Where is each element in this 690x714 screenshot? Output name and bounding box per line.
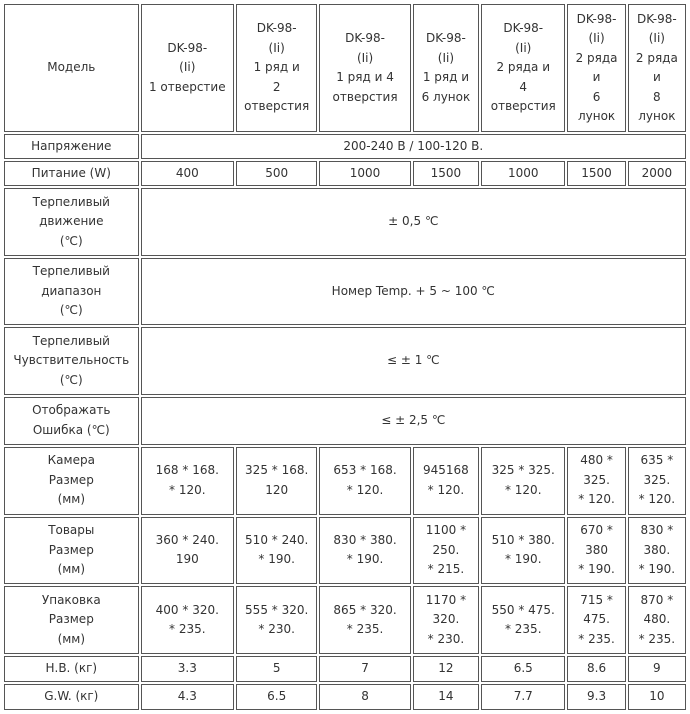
- gross-weight-value: 9.3: [567, 684, 625, 710]
- package-size-value: 715 * 475. * 235.: [578, 592, 615, 646]
- net-weight-label: Н.В. (кг): [45, 661, 98, 676]
- goods-size-cell: [413, 517, 479, 585]
- goods-size-cell: [567, 517, 625, 585]
- chamber-size-cell: [481, 447, 565, 515]
- voltage-label: Напряжение: [31, 138, 112, 153]
- package-size-value: 870 * 480. * 235.: [638, 592, 676, 646]
- temp-range-value: Номер Temp. + 5 ~ 100 ℃: [331, 283, 495, 298]
- power-value: 1000: [481, 161, 565, 186]
- package-size-value: 1170 * 320. * 230.: [425, 592, 467, 646]
- model-cell: [141, 4, 234, 132]
- package-size-cell: [481, 586, 565, 654]
- chamber-size-cell: [567, 447, 625, 515]
- gross-weight-value: 10: [628, 684, 686, 710]
- chamber-size-cell: [413, 447, 479, 515]
- net-weight-value: 12: [413, 656, 479, 682]
- net-weight-value: 8.6: [567, 656, 625, 682]
- gross-weight-value: 7.7: [481, 684, 565, 710]
- voltage-row: [4, 134, 686, 159]
- chamber-size-value: 635 * 325. * 120.: [638, 453, 676, 507]
- gross-weight-value: 4.3: [141, 684, 234, 710]
- goods-size-value: 830 * 380. * 190.: [333, 532, 397, 567]
- goods-size-cell: [481, 517, 565, 585]
- chamber-size-label: Камера Размер (мм): [47, 453, 95, 507]
- power-row: [4, 161, 686, 186]
- model-name: DK-98- (Ii) 2 ряда и 4 отверстия: [490, 21, 556, 114]
- package-size-row: [4, 586, 686, 654]
- header-row: [4, 4, 686, 132]
- chamber-size-row: [4, 447, 686, 515]
- goods-size-cell: [319, 517, 410, 585]
- goods-size-value: 1100 * 250. * 215.: [425, 523, 467, 577]
- net-weight-value: 9: [628, 656, 686, 682]
- net-weight-value: 3.3: [141, 656, 234, 682]
- temp-fluctuation-value-cell: [141, 188, 686, 256]
- row-label-cell: [4, 161, 139, 186]
- model-cell: [567, 4, 625, 132]
- temp-fluctuation-label: Терпеливый движение (℃): [32, 194, 110, 248]
- gross-weight-value: 14: [413, 684, 479, 710]
- model-label: Модель: [47, 60, 96, 75]
- goods-size-row: [4, 517, 686, 585]
- model-cell: [628, 4, 686, 132]
- gross-weight-value: 8: [319, 684, 410, 710]
- package-size-value: 865 * 320. * 235.: [333, 602, 397, 636]
- gross-weight-row: [4, 684, 686, 710]
- power-value: 400: [141, 161, 234, 186]
- model-name: DK-98- (Ii) 1 ряд и 2 отверстия: [244, 21, 310, 114]
- model-label-cell: [4, 4, 139, 132]
- power-label: Питание (W): [31, 165, 111, 180]
- temp-sensitivity-value: ≤ ± 1 ℃: [386, 353, 440, 368]
- goods-size-cell: [141, 517, 234, 585]
- row-label-cell: [4, 397, 139, 445]
- row-label-cell: [4, 684, 139, 710]
- chamber-size-value: 325 * 325. * 120.: [491, 463, 555, 497]
- display-error-value: ≤ ± 2,5 ℃: [381, 413, 446, 428]
- gross-weight-value: 6.5: [236, 684, 317, 710]
- temp-sensitivity-value-cell: [141, 327, 686, 395]
- temp-range-value-cell: [141, 258, 686, 326]
- model-name: DK-98- (Ii) 1 ряд и 4 отверстия: [332, 31, 398, 104]
- power-value: 1000: [319, 161, 410, 186]
- chamber-size-cell: [236, 447, 317, 515]
- chamber-size-value: 325 * 168. 120: [245, 463, 309, 497]
- package-size-cell: [413, 586, 479, 654]
- package-size-cell: [319, 586, 410, 654]
- row-label-cell: [4, 134, 139, 159]
- row-label-cell: [4, 327, 139, 395]
- chamber-size-value: 480 * 325. * 120.: [578, 453, 615, 507]
- display-error-row: [4, 397, 686, 445]
- temp-range-label: Терпеливый диапазон (℃): [32, 264, 110, 318]
- temp-sensitivity-label: Терпеливый Чувствительность (℃): [13, 333, 130, 387]
- net-weight-row: [4, 656, 686, 682]
- chamber-size-cell: [628, 447, 686, 515]
- gross-weight-label: G.W. (кг): [44, 689, 99, 704]
- row-label-cell: [4, 447, 139, 515]
- model-cell: [481, 4, 565, 132]
- model-name: DK-98- (Ii) 1 отверстие: [148, 40, 226, 94]
- goods-size-label: Товары Размер (мм): [48, 523, 95, 577]
- row-label-cell: [4, 258, 139, 326]
- package-size-cell: [628, 586, 686, 654]
- row-label-cell: [4, 656, 139, 682]
- power-value: 1500: [567, 161, 625, 186]
- display-error-value-cell: [141, 397, 686, 445]
- goods-size-value: 360 * 240. 190: [155, 532, 219, 567]
- chamber-size-value: 653 * 168. * 120.: [333, 463, 397, 497]
- temp-sensitivity-row: [4, 327, 686, 395]
- goods-size-value: 510 * 380. * 190.: [491, 532, 555, 567]
- package-size-value: 400 * 320. * 235.: [155, 602, 219, 636]
- spec-table: [2, 2, 688, 712]
- chamber-size-cell: [141, 447, 234, 515]
- model-cell: [236, 4, 317, 132]
- power-value: 2000: [628, 161, 686, 186]
- model-name: DK-98- (Ii) 2 ряда и 8 лунок: [635, 11, 678, 124]
- power-value: 500: [236, 161, 317, 186]
- model-cell: [413, 4, 479, 132]
- model-name: DK-98- (Ii) 1 ряд и 6 лунок: [421, 31, 471, 104]
- temp-fluctuation-value: ± 0,5 ℃: [388, 214, 439, 229]
- chamber-size-value: 945168 * 120.: [423, 463, 469, 497]
- goods-size-value: 670 * 380 * 190.: [578, 523, 615, 577]
- display-error-label: Отображать Ошибка (℃): [32, 403, 111, 437]
- chamber-size-cell: [319, 447, 410, 515]
- package-size-cell: [567, 586, 625, 654]
- temp-fluctuation-row: [4, 188, 686, 256]
- goods-size-cell: [628, 517, 686, 585]
- net-weight-value: 7: [319, 656, 410, 682]
- row-label-cell: [4, 188, 139, 256]
- row-label-cell: [4, 517, 139, 585]
- voltage-value: 200-240 В / 100-120 В.: [343, 138, 484, 153]
- row-label-cell: [4, 586, 139, 654]
- package-size-cell: [236, 586, 317, 654]
- net-weight-value: 5: [236, 656, 317, 682]
- goods-size-value: 830 * 380. * 190.: [638, 523, 676, 577]
- voltage-value-cell: [141, 134, 686, 159]
- power-value: 1500: [413, 161, 479, 186]
- package-size-value: 550 * 475. * 235.: [491, 602, 555, 636]
- model-name: DK-98- (Ii) 2 ряда и 6 лунок: [575, 11, 618, 124]
- package-size-value: 555 * 320. * 230.: [245, 602, 309, 636]
- goods-size-cell: [236, 517, 317, 585]
- goods-size-value: 510 * 240. * 190.: [245, 532, 309, 567]
- chamber-size-value: 168 * 168. * 120.: [155, 463, 219, 497]
- package-size-cell: [141, 586, 234, 654]
- net-weight-value: 6.5: [481, 656, 565, 682]
- model-cell: [319, 4, 410, 132]
- temp-range-row: [4, 258, 686, 326]
- package-size-label: Упаковка Размер (мм): [41, 592, 101, 646]
